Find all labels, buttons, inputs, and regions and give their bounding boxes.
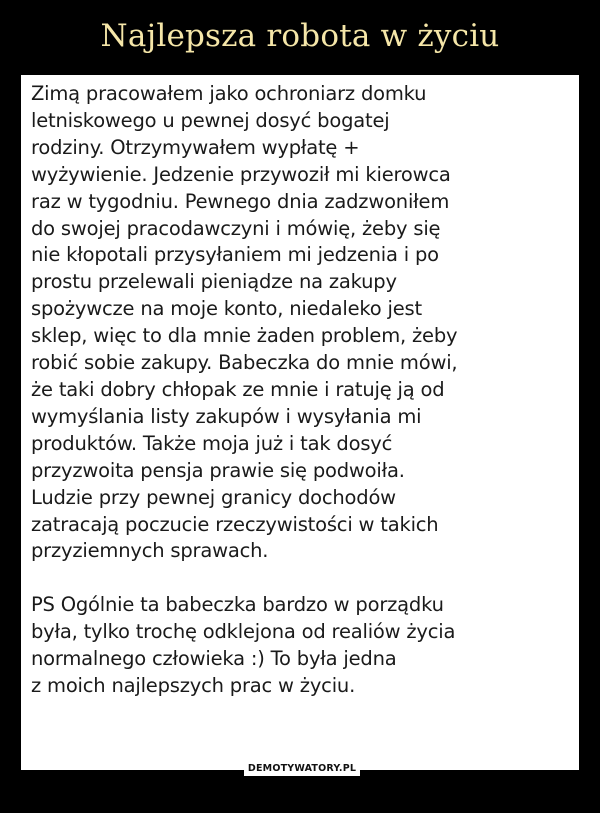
story-line: przyziemnych sprawach. [31, 539, 269, 563]
story-line: robić sobie zakupy. Babeczka do mnie mówi, [31, 351, 458, 375]
story-line: PS Ogólnie ta babeczka bardzo w porządku [31, 593, 444, 617]
story-line: normalnego człowieka :) To była jedna [31, 647, 397, 671]
story-line: letniskowego u pewnej dosyć bogatej [31, 108, 390, 132]
story-line: wyżywienie. Jedzenie przywoził mi kierowca [31, 162, 451, 186]
story-line: że taki dobry chłopak ze mnie i ratuję ją od [31, 377, 445, 401]
story-line: nie kłopotali przysyłaniem mi jedzenia i po [31, 243, 439, 267]
story-line: prostu przelewali pieniądze na zakupy [31, 270, 397, 294]
story-text [31, 81, 577, 700]
story-panel [21, 75, 579, 770]
story-line: z moich najlepszych prac w życiu. [31, 673, 356, 697]
story-line: wymyślania listy zakupów i wysyłania mi [31, 404, 422, 428]
story-line: Ludzie przy pewnej granicy dochodów [31, 485, 396, 509]
story-line: spożywcze na moje konto, niedaleko jest [31, 297, 422, 321]
story-line: zatracają poczucie rzeczywistości w takich [31, 512, 439, 536]
story-line: do swojej pracodawczyni i mówię, żeby się [31, 216, 441, 240]
paragraph-gap [31, 565, 577, 592]
story-line: raz w tygodniu. Pewnego dnia zadzwoniłem [31, 189, 450, 213]
story-line: przyzwoita pensja prawie się podwoiła. [31, 458, 405, 482]
story-line: rodziny. Otrzymywałem wypłatę + [31, 135, 360, 159]
watermark-logo: DEMOTYWATORY.PL [244, 762, 360, 776]
story-line: Zimą pracowałem jako ochroniarz domku [31, 82, 427, 105]
page-title: Najlepsza robota w życiu [100, 18, 500, 54]
story-line: sklep, więc to dla mnie żaden problem, żeby [31, 324, 458, 348]
story-line: produktów. Także moja już i tak dosyć [31, 431, 393, 455]
story-line: była, tylko trochę odklejona od realiów życia [31, 620, 456, 644]
